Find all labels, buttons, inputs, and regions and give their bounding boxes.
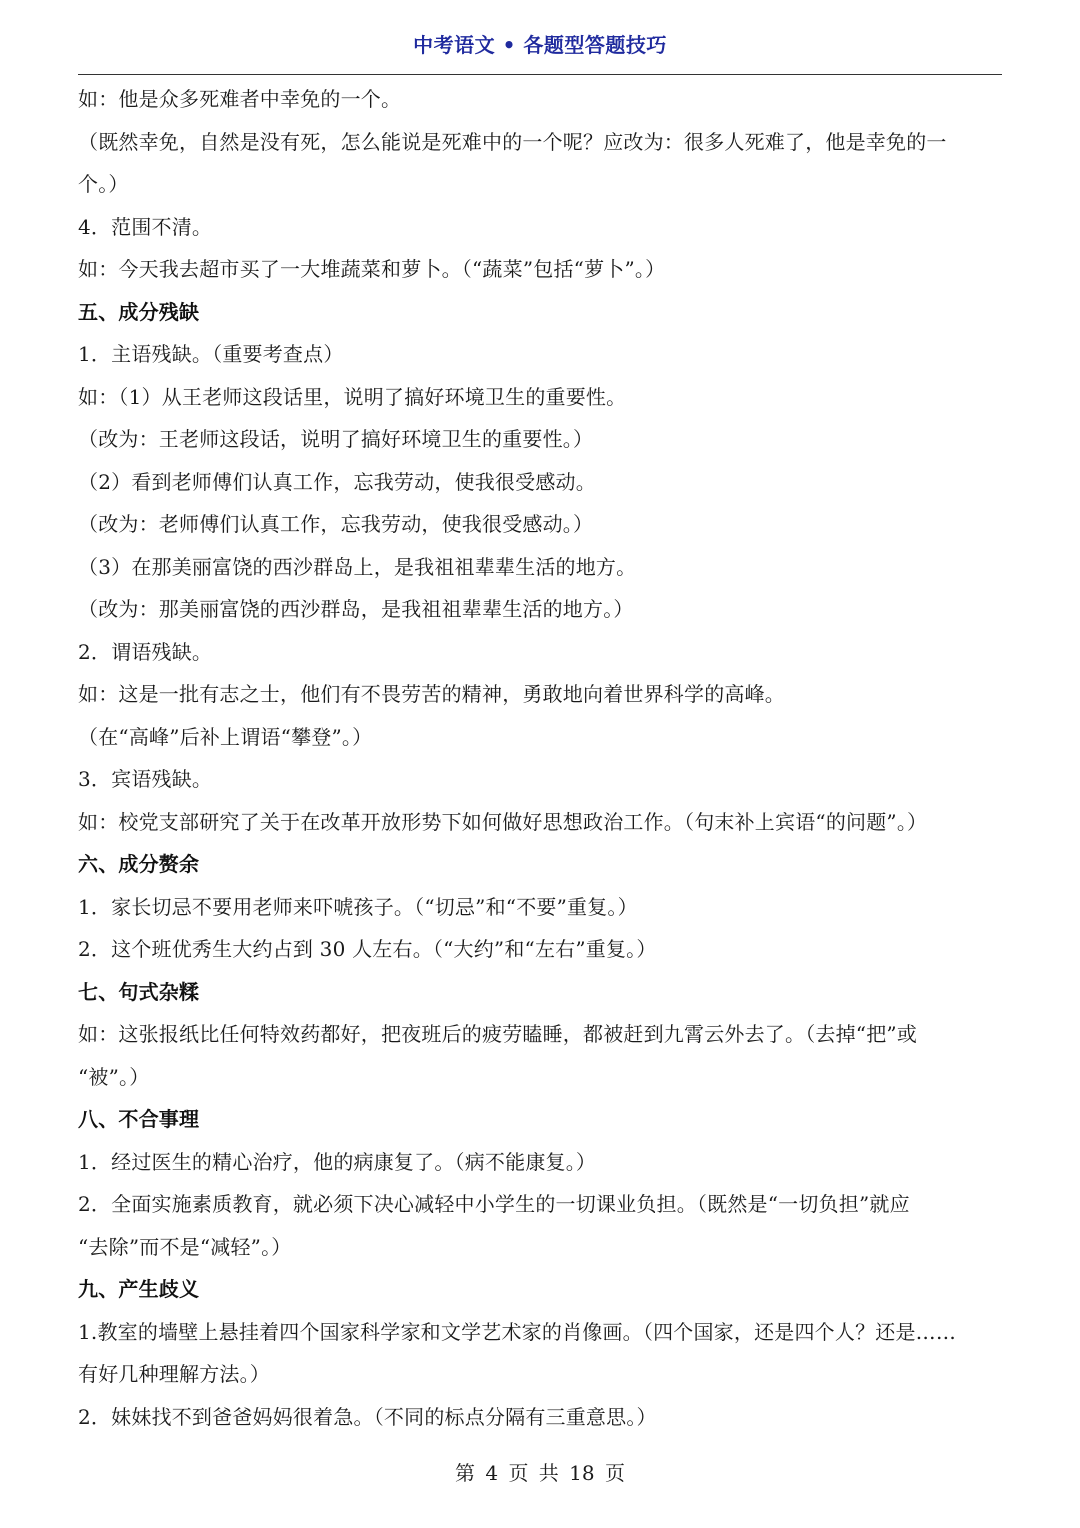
page-header [78, 28, 1002, 75]
body-line: （改为：老师傅们认真工作，忘我劳动，使我很受感动。） [78, 512, 594, 536]
body-line: 有好几种理解方法。） [78, 1362, 270, 1386]
body-line: “被”。） [78, 1064, 150, 1089]
body-line: 1．经过医生的精心治疗，他的病康复了。（病不能康复。） [78, 1149, 597, 1174]
body-line: 1.教室的墙壁上悬挂着四个国家科学家和文学艺术家的肖像画。（四个国家，还是四个人？还是…… [78, 1319, 957, 1344]
body-line: 如：（1）从王老师这段话里，说明了搞好环境卫生的重要性。 [78, 384, 627, 409]
body-line: （在“高峰”后补上谓语“攀登”。） [78, 724, 373, 749]
body-line: （改为：那美丽富饶的西沙群岛，是我祖祖辈辈生活的地方。） [78, 597, 634, 621]
body-line: 1．家长切忌不要用老师来吓唬孩子。（“切忌”和“不要”重复。） [78, 894, 638, 919]
section-heading: 六、成分赘余 [78, 852, 200, 876]
body-line: （2）看到老师傅们认真工作，忘我劳动，使我很受感动。 [78, 469, 596, 494]
page-footer [0, 1456, 1080, 1490]
body-line: 1．主语残缺。（重要考查点） [78, 342, 344, 366]
body-line: 4．范围不清。 [78, 214, 213, 239]
body-line: 2．这个班优秀生大约占到 30 人左右。（“大约”和“左右”重复。） [78, 937, 657, 961]
body-line: 2．全面实施素质教育，就必须下决心减轻中小学生的一切课业负担。（既然是“一切负担”就应 [78, 1192, 910, 1216]
body-line: 如：今天我去超市买了一大堆蔬菜和萝卜。（“蔬菜”包括“萝卜”。） [78, 257, 666, 281]
body-line: “去除”而不是“减轻”。） [78, 1234, 292, 1259]
section-heading: 七、句式杂糅 [78, 979, 200, 1004]
section-heading: 九、产生歧义 [78, 1277, 200, 1301]
body-line: （既然幸免，自然是没有死，怎么能说是死难中的一个呢？应改为：很多人死难了，他是幸免的一 [78, 129, 947, 154]
section-heading: 五、成分残缺 [78, 299, 200, 324]
body-line: 3．宾语残缺。 [78, 767, 213, 791]
body-line: 2．谓语残缺。 [78, 639, 213, 664]
body-line: 2．妹妹找不到爸爸妈妈很着急。（不同的标点分隔有三重意思。） [78, 1404, 657, 1429]
body-line: 个。） [78, 172, 129, 196]
body-line: （3）在那美丽富饶的西沙群岛上，是我祖祖辈辈生活的地方。 [78, 554, 637, 579]
section-heading: 八、不合事理 [78, 1107, 200, 1131]
body-line: 如：他是众多死难者中幸免的一个。 [78, 87, 402, 111]
header-title: 中考语文 • 各题型答题技巧 [413, 33, 667, 57]
body-line: 如：这是一批有志之士，他们有不畏劳苦的精神，勇敢地向着世界科学的高峰。 [78, 682, 785, 706]
body-line: （改为：王老师这段话，说明了搞好环境卫生的重要性。） [78, 427, 594, 451]
body-line: 如：这张报纸比任何特效药都好，把夜班后的疲劳瞌睡，都被赶到九霄云外去了。（去掉“把”或 [78, 1022, 918, 1046]
document-body [78, 78, 1004, 1438]
body-line: 如：校党支部研究了关于在改革开放形势下如何做好思想政治工作。（句末补上宾语“的问题”。） [78, 809, 928, 834]
page-number-label: 第 4 页 共 18 页 [455, 1461, 625, 1485]
